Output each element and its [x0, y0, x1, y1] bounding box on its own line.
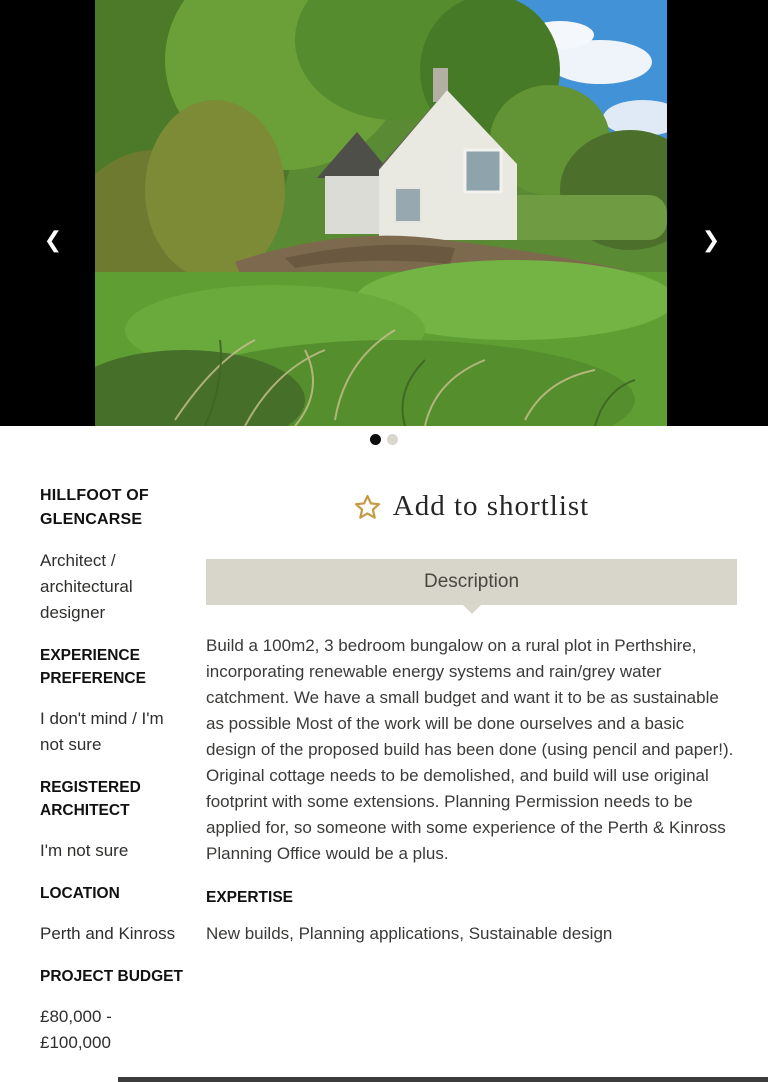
add-to-shortlist-label: Add to shortlist [392, 490, 590, 522]
project-description: Build a 100m2, 3 bedroom bungalow on a rural plot in Perthshire, incorporating renewable energy systems and rain/grey water catchment. We have a small budget and want it to be as sustainable as possible Most of the work will be done ourselves and a basic design of the proposed build has been done (using pencil and paper!). Original cottage needs to be demolished, and build will use original footprint with some extensions. Planning Permission needs to be applied for, so someone with some experience of the Perth & Kinross Planning Office would be a plus. [206, 636, 734, 863]
carousel-next-button[interactable]: ❯ [694, 224, 728, 258]
field-value-registered-architect: I'm not sure [40, 841, 129, 860]
content-area [0, 452, 768, 1074]
carousel-dot-2[interactable] [387, 434, 398, 445]
project-sidebar [40, 484, 206, 1074]
field-value-project-budget: £80,000 - £100,000 [40, 1007, 112, 1052]
project-photo [95, 0, 667, 426]
field-label-experience-preference: EXPERIENCE PREFERENCE [40, 647, 146, 687]
carousel-dots [0, 426, 768, 452]
photo-carousel [0, 0, 768, 426]
field-label-registered-architect: REGISTERED ARCHITECT [40, 779, 141, 819]
next-section-edge [118, 1077, 768, 1082]
project-title: HILLFOOT OF GLENCARSE [40, 487, 149, 528]
expertise-list: New builds, Planning applications, Sustainable design [206, 924, 613, 943]
cottage-photo-illustration [95, 0, 667, 426]
field-label-location: LOCATION [40, 885, 120, 902]
star-icon [354, 494, 381, 520]
project-main [206, 484, 737, 1074]
carousel-dot-1[interactable] [370, 434, 381, 445]
tab-description-label: Description [423, 571, 520, 592]
tab-description[interactable] [206, 559, 737, 605]
field-value-experience-preference: I don't mind / I'm not sure [40, 709, 164, 754]
field-label-project-budget: PROJECT BUDGET [40, 968, 183, 985]
project-subtitle: Architect / architectural designer [40, 551, 133, 622]
add-to-shortlist-button[interactable] [206, 490, 737, 523]
field-value-location: Perth and Kinross [40, 924, 176, 943]
carousel-prev-button[interactable]: ❮ [36, 224, 70, 258]
expertise-heading: EXPERTISE [206, 889, 293, 906]
